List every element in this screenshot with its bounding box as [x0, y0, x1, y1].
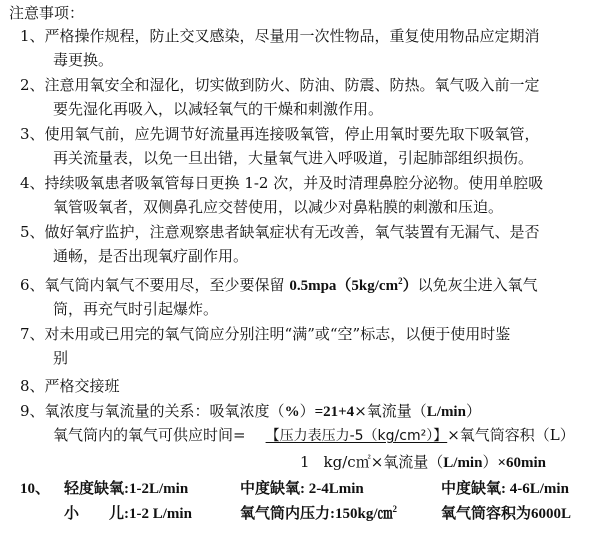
item-4-line-2: 氧管吸氧者，双侧鼻孔应交替使用，以减少对鼻粘膜的刺激和压迫。 — [53, 198, 504, 216]
children-oxygen: 小 儿:1-2 L/min — [64, 506, 192, 522]
item-9-line-2: 氧气筒内的氧气可供应时间= 【压力表压力-5（kg/cm²）】×氧气筒容积（L） — [53, 426, 575, 444]
item-4-line-1: 4、持续吸氧患者吸氧管每日更换 1-2 次，并及时清理鼻腔分泌物。使用单腔吸 — [20, 174, 544, 192]
item-8: 8、严格交接班 — [20, 377, 120, 395]
item-3-line-1: 3、使用氧气前，应先调节好流量再连接吸氧管，停止用氧时要先取下吸氧管， — [20, 125, 540, 143]
item-3-line-2: 再关流量表，以免一旦出错，大量氧气进入呼吸道，引起肺部组织损伤。 — [53, 149, 534, 167]
item-6-line-2: 筒，再充气时引起爆炸。 — [53, 300, 219, 318]
page-heading: 注意事项： — [9, 4, 85, 22]
moderate-hypoxia-1: 中度缺氧: 2-4Lmin — [240, 481, 364, 497]
item-9-line-1: 9、氧浓度与氧流量的关系：吸氧浓度（%）=21+4×氧流量（L/min） — [20, 402, 481, 420]
item-6-line-1: 6、氧气筒内氧气不要用尽，至少要保留 $0.5mpa(5kg/cm^2)$以免灰尘进入氧气 — [20, 276, 538, 294]
item-5-line-2: 通畅，是否出现氧疗副作用。 — [53, 247, 249, 265]
item-9-line-3: 1 kg/c㎡×氧流量（L/min）×60min — [300, 453, 547, 471]
item-7-line-2: 别 — [53, 349, 69, 367]
cylinder-volume: 氧气筒容积为6000L — [441, 506, 572, 522]
item-2-line-1: 2、注意用氧安全和湿化，切实做到防火、防油、防震、防热。氧气吸入前一定 — [20, 76, 540, 94]
item-1-line-1: 1、严格操作规程，防止交叉感染，尽量用一次性物品，重复使用物品应定期消 — [20, 27, 540, 45]
item-1-line-2: 毒更换。 — [53, 51, 114, 69]
item-10-num: 10、 — [20, 481, 51, 497]
cylinder-pressure: 氧气筒内压力:150kg/㎝$^2$ — [240, 504, 398, 522]
mild-hypoxia: 轻度缺氧:1-2L/min — [64, 481, 189, 497]
item-5-line-1: 5、做好氧疗监护，注意观察患者缺氧症状有无改善，氧气装置有无漏气、是否 — [20, 223, 540, 241]
item-2-line-2: 要先湿化再吸入，以减轻氧气的干燥和刺激作用。 — [53, 100, 384, 118]
item-7-line-1: 7、对未用或已用完的氧气筒应分别注明“满”或“空”标志，以便于使用时鉴 — [20, 325, 511, 343]
moderate-hypoxia-2: 中度缺氧: 4-6L/min — [441, 481, 569, 497]
supply-time-numerator: 【压力表压力-5（kg/cm²）】 — [265, 428, 448, 444]
